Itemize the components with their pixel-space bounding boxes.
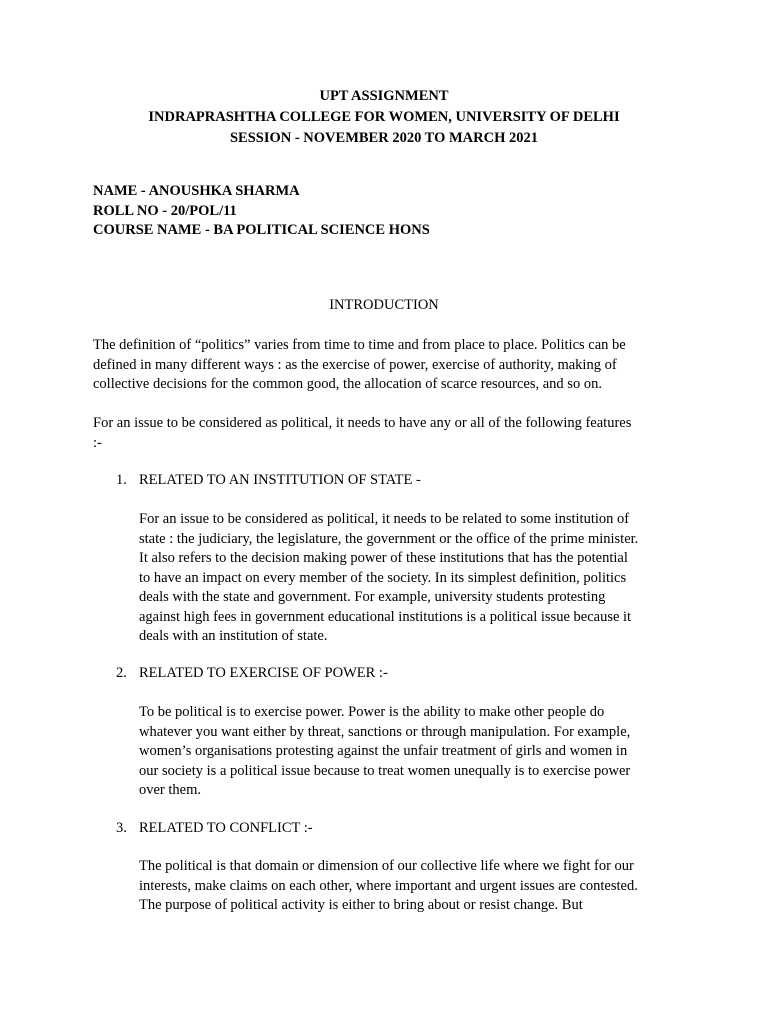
list-item-body-2 xyxy=(139,703,684,801)
list-item-title: RELATED TO CONFLICT :- xyxy=(139,820,313,836)
paragraph-line: collective decisions for the common good, the allocation of scarce resources, and so on. xyxy=(93,376,602,392)
paragraph-line: women’s organisations protesting against the unfair treatment of girls and women in xyxy=(139,743,628,759)
list-item-heading-3 xyxy=(116,819,313,839)
student-name: NAME - ANOUSHKA SHARMA xyxy=(93,183,300,199)
list-item-body-1 xyxy=(139,510,684,647)
session-dates: SESSION - NOVEMBER 2020 TO MARCH 2021 xyxy=(229,130,539,146)
introduction-heading: INTRODUCTION xyxy=(329,297,439,313)
paragraph-line: For an issue to be considered as political, it needs to have any or all of the following features xyxy=(93,415,632,431)
assignment-title: UPT ASSIGNMENT xyxy=(319,88,449,104)
paragraph-line: over them. xyxy=(139,782,202,798)
paragraph-line: interests, make claims on each other, where important and urgent issues are contested. xyxy=(139,877,638,894)
list-item-heading-2 xyxy=(116,664,388,684)
paragraph-line: :- xyxy=(93,434,102,451)
list-item-title: RELATED TO AN INSTITUTION OF STATE - xyxy=(139,472,421,488)
list-item-heading-1 xyxy=(116,471,421,491)
document-header xyxy=(0,86,768,149)
list-item-body-3 xyxy=(139,857,684,916)
paragraph-line: It also refers to the decision making power of these institutions that has the potential xyxy=(139,550,628,566)
list-item-number: 3. xyxy=(116,820,127,836)
list-item-title: RELATED TO EXERCISE OF POWER :- xyxy=(139,665,388,681)
paragraph-line: against high fees in government educational institutions is a political issue because it xyxy=(139,608,632,625)
paragraph-line: To be political is to exercise power. Power is the ability to make other people do xyxy=(139,704,605,720)
list-item-number: 1. xyxy=(116,472,127,488)
paragraph-line: to have an impact on every member of the society. In its simplest definition, politics xyxy=(139,569,627,586)
paragraph-line: deals with the state and government. For example, university students protesting xyxy=(139,589,606,605)
college-name: INDRAPRASHTHA COLLEGE FOR WOMEN, UNIVERSITY OF DELHI xyxy=(148,109,620,125)
list-item-number: 2. xyxy=(116,665,127,681)
introduction-paragraph-1 xyxy=(93,336,683,395)
paragraph-line: For an issue to be considered as political, it needs to be related to some institution of xyxy=(139,511,630,527)
course-name: COURSE NAME - BA POLITICAL SCIENCE HONS xyxy=(93,222,430,238)
paragraph-line: The definition of “politics” varies from time to time and from place to place. Politics can be xyxy=(93,337,626,353)
paragraph-line: The political is that domain or dimension of our collective life where we fight for our xyxy=(139,858,634,874)
paragraph-line: deals with an institution of state. xyxy=(139,628,328,644)
paragraph-line: defined in many different ways : as the exercise of power, exercise of authority, making of xyxy=(93,356,617,373)
paragraph-line: our society is a political issue because to treat women unequally is to exercise power xyxy=(139,762,631,779)
student-details xyxy=(93,182,430,241)
roll-number: ROLL NO - 20/POL/11 xyxy=(93,202,237,219)
introduction-paragraph-2 xyxy=(93,414,683,453)
paragraph-line: whatever you want either by threat, sanctions or through manipulation. For example, xyxy=(139,723,631,740)
paragraph-line: state : the judiciary, the legislature, the government or the office of the prime minister. xyxy=(139,530,639,547)
paragraph-line: The purpose of political activity is either to bring about or resist change. But xyxy=(139,897,583,913)
